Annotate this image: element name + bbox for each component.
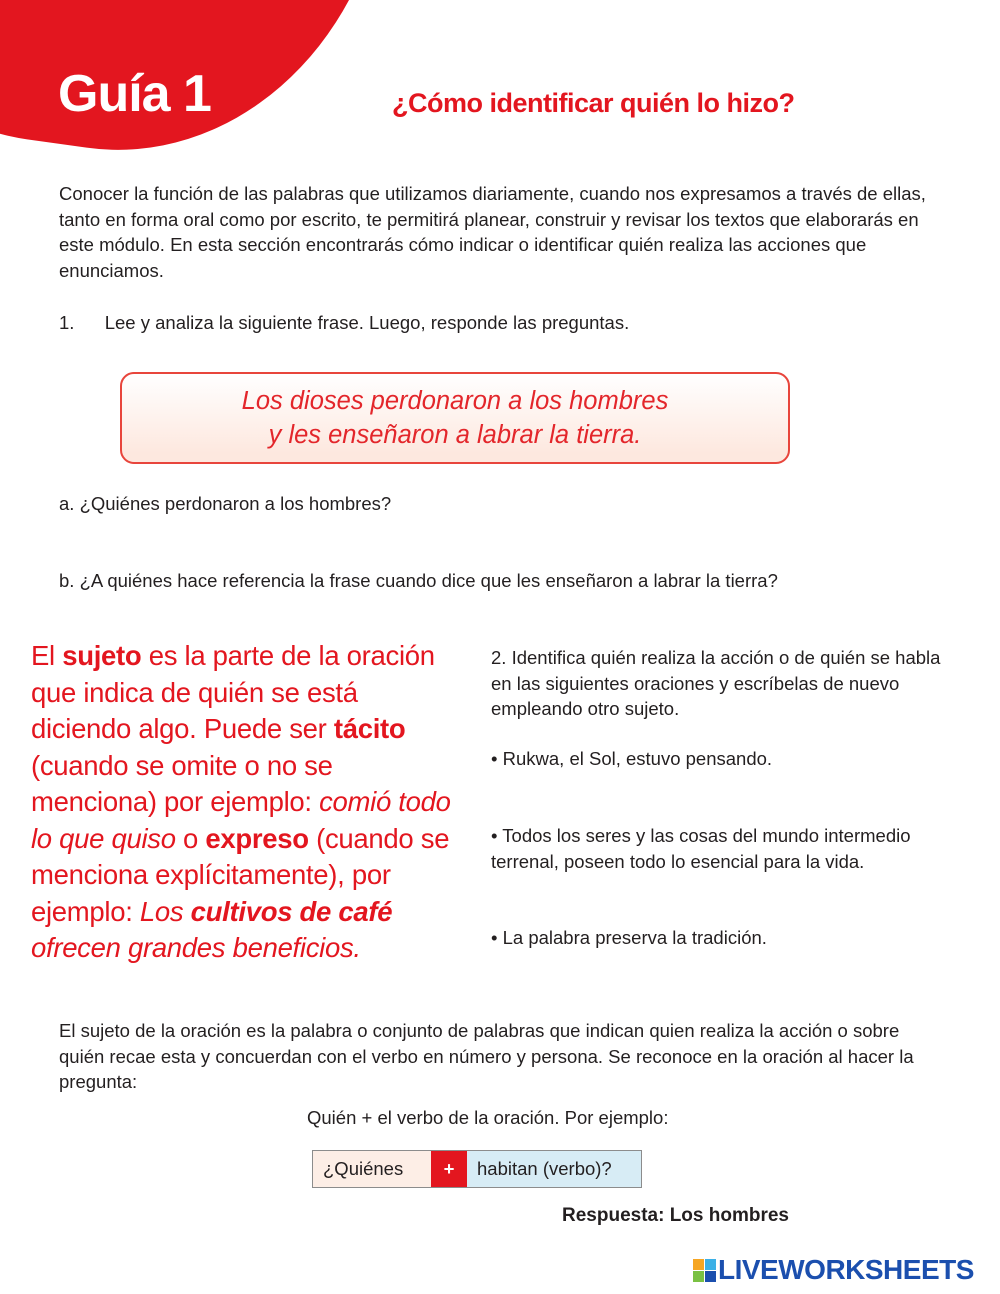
- exercise-2-instruction: 2. Identifica quién realiza la acción o de quién se habla en las siguientes oraciones y escríbelas de nuevo empleando otro sujeto.: [491, 647, 941, 719]
- note-text: (cuando se menciona explícitamente), por ejemplo:: [31, 822, 450, 927]
- question-a: a. ¿Quiénes perdonaron a los hombres?: [59, 493, 392, 514]
- exercise-1-number: 1.: [59, 312, 75, 333]
- note-term-tacito: tácito: [333, 713, 406, 744]
- exercise-1-text: Lee y analiza la siguiente frase. Luego, responde las preguntas.: [104, 312, 630, 333]
- subject-definition-note: [31, 638, 461, 967]
- logo-block: [693, 1259, 704, 1270]
- page-subtitle: ¿Cómo identificar quién lo hizo?: [392, 88, 795, 118]
- question-formula: [312, 1150, 642, 1188]
- exercise-2-sentence: • La palabra preserva la tradición.: [491, 927, 767, 948]
- question-b: b. ¿A quiénes hace referencia la frase cuando dice que les enseñaron a labrar la tierra?: [59, 570, 778, 591]
- quote-line-2: y les enseñaron a labrar la tierra.: [268, 421, 642, 449]
- logo-blocks-icon: [693, 1259, 716, 1282]
- note-example-subject: cultivos de café: [190, 895, 393, 927]
- note-term-sujeto: sujeto: [62, 640, 142, 671]
- subject-definition-paragraph: El sujeto de la oración es la palabra o conjunto de palabras que indican quien realiza la acción o sobre quién recae esta y concuerdan con el verbo en número y persona. Se reconoce en la oración al hacer la pregunta:: [59, 1020, 914, 1092]
- answer-text: Respuesta: Los hombres: [562, 1205, 789, 1226]
- note-example-expreso: ofrecen grandes beneficios.: [31, 932, 361, 963]
- liveworksheets-logo[interactable]: [693, 1254, 974, 1286]
- note-example-tacito: comió todo lo que quiso: [31, 786, 451, 854]
- logo-block: [693, 1271, 704, 1282]
- note-text: o: [175, 822, 206, 854]
- quote-line-1: Los dioses perdonaron a los hombres: [241, 387, 669, 415]
- formula-who: ¿Quiénes: [313, 1151, 431, 1187]
- formula-verb: habitan (verbo)?: [467, 1151, 641, 1187]
- logo-block: [705, 1259, 716, 1270]
- example-line: Quién + el verbo de la oración. Por ejemplo:: [307, 1107, 669, 1128]
- logo-block: [705, 1271, 716, 1282]
- note-text: (cuando se omite o no se menciona) por ejemplo:: [31, 749, 333, 817]
- note-term-expreso: expreso: [205, 822, 309, 854]
- intro-paragraph: Conocer la función de las palabras que utilizamos diariamente, cuando nos expresamos a través de ellas, tanto en forma oral como por escrito, te permitirá planear, construir y revisar los textos que elaborarás en este módulo. En esta sección encontrarás cómo indicar o identificar quién realiza las acciones que enunciamos.: [59, 183, 926, 281]
- exercise-2-sentence: • Rukwa, el Sol, estuvo pensando.: [491, 748, 773, 769]
- formula-plus: +: [431, 1151, 467, 1187]
- logo-text: LIVEWORKSHEETS: [718, 1254, 974, 1285]
- note-text: es la parte de la oración que indica de quién se está diciendo algo. Puede ser: [31, 640, 435, 744]
- note-example-expreso: Los: [139, 895, 191, 927]
- quote-box: [120, 372, 790, 464]
- page-title: Guía 1: [58, 65, 211, 123]
- note-text: El: [31, 640, 63, 671]
- exercise-1-instruction: [59, 310, 629, 336]
- exercise-2-sentence: • Todos los seres y las cosas del mundo intermedio terrenal, poseen todo lo esencial para la vida.: [491, 825, 911, 872]
